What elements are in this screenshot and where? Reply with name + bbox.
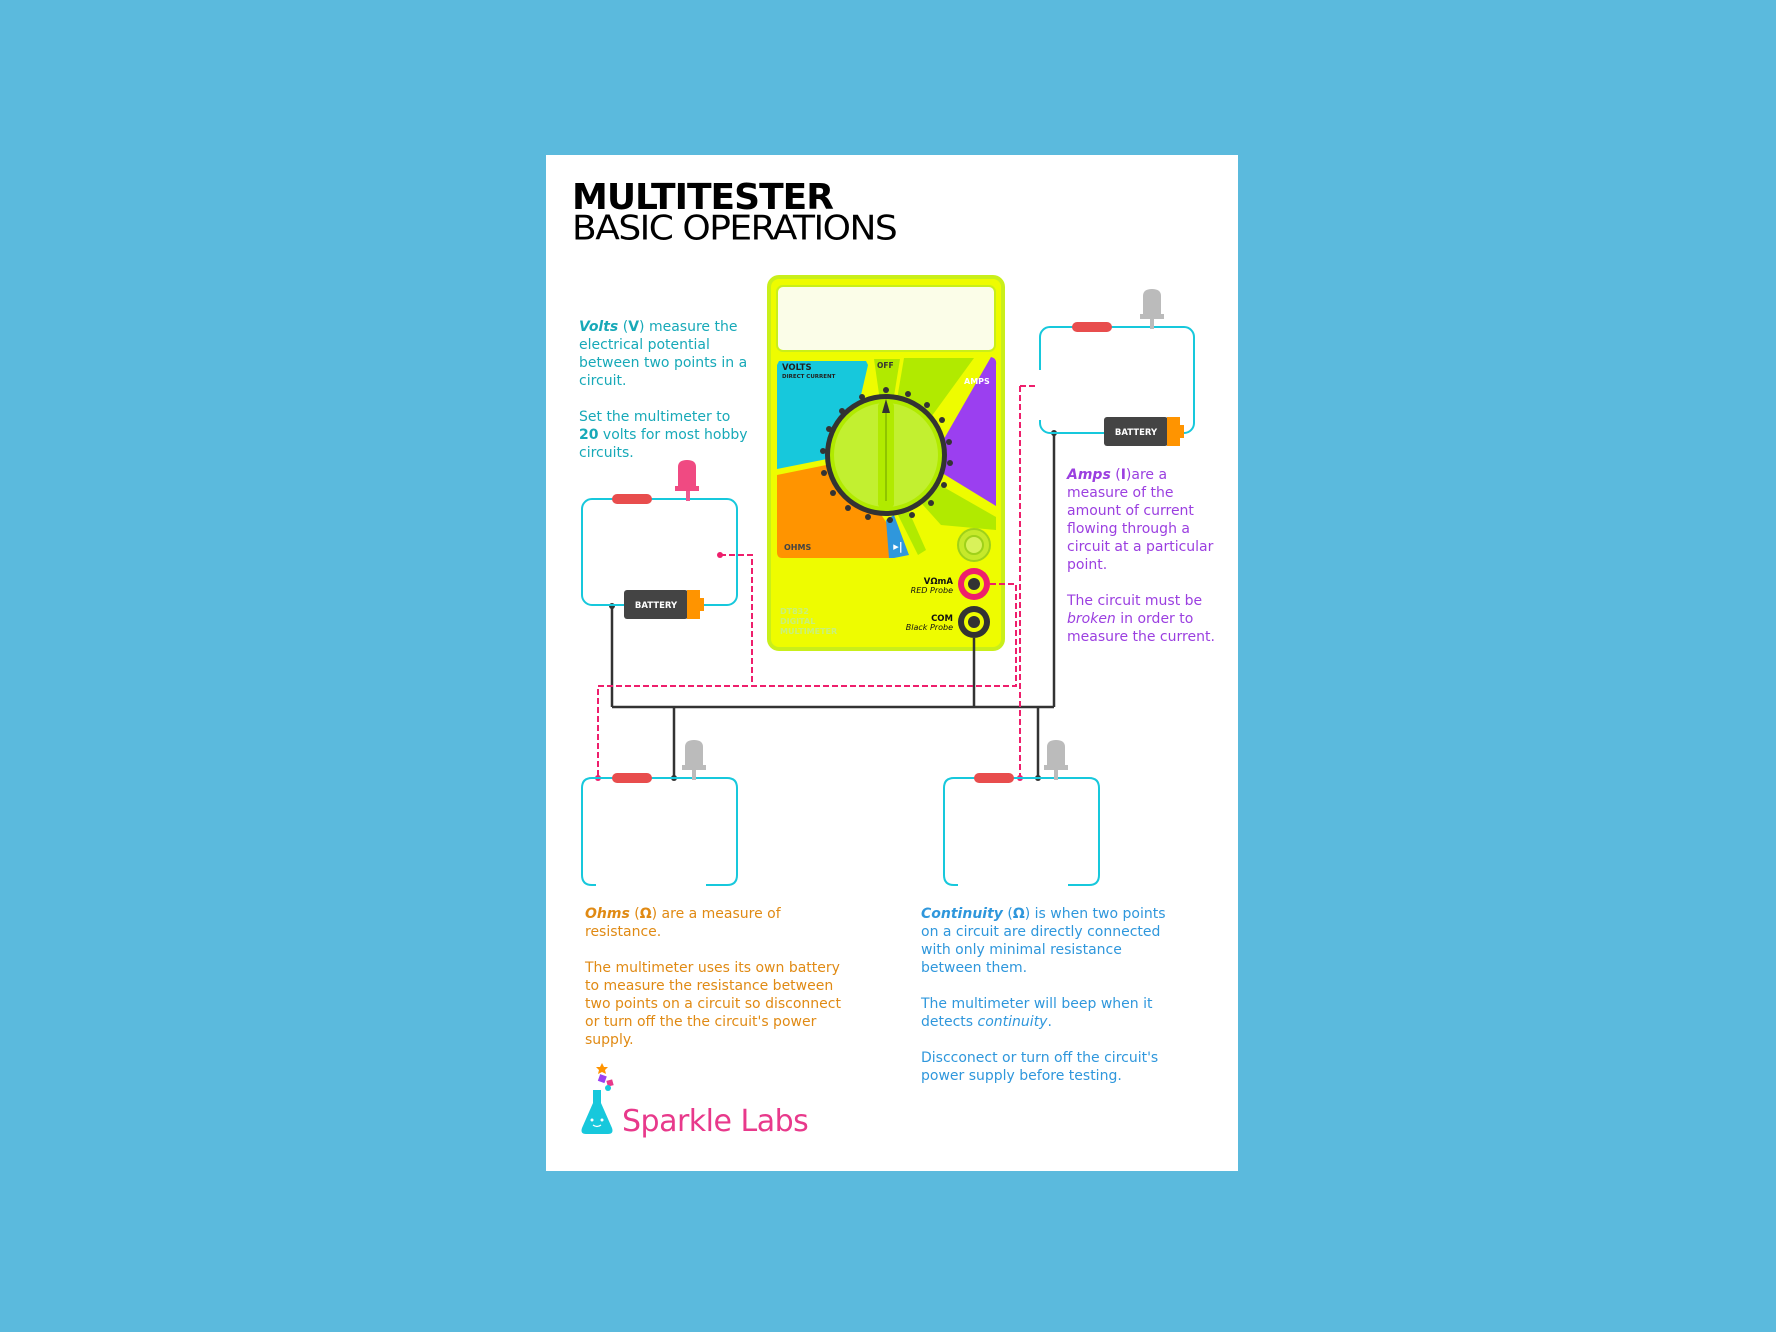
amps-tip-em: broken [1067, 611, 1116, 627]
battery-label: BATTERY [1114, 428, 1158, 438]
volts-desc: measure the electrical potential between two points in a circuit. [579, 319, 748, 389]
resistor [1072, 322, 1112, 332]
direct-current-label: DIRECT CURRENT [782, 374, 836, 380]
continuity-symbol: Ω [1012, 906, 1025, 922]
led-gray [682, 740, 706, 780]
continuity-description: Continuity (Ω) is when two points on a circuit are directly connected with only minimal resistance between them. The multimeter will beep when it detects continuity. Discconect or turn off the circuit's power supply before testing. [921, 905, 1186, 1103]
diode-symbol: ▸| [893, 540, 903, 553]
model-label-2: DIGITAL [780, 617, 816, 626]
flask-logo-icon [582, 1063, 614, 1134]
ohms-desc: are a measure of resistance. [585, 906, 781, 940]
amps-tip-post: in order to measure the current. [1067, 611, 1215, 645]
ohms-description: Ohms (Ω) are a measure of resistance. The multimeter uses its own battery to measure the resistance between two points on a circuit so disconnect or turn off the the circuit's power supply. [585, 905, 855, 1067]
led-gray [1044, 740, 1068, 780]
amps-term: Amps [1067, 467, 1111, 483]
ohms-zone-label: OHMS [784, 543, 812, 552]
volts-symbol: V [628, 319, 640, 335]
red-jack-label: VΩmA [923, 577, 953, 587]
volts-zone-label: VOLTS [782, 363, 812, 373]
continuity-desc: is when two points on a circuit are directly connected with only minimal resistance between them. [921, 906, 1166, 976]
com-jack-label: COM [931, 614, 953, 624]
continuity-term: Continuity [921, 906, 1003, 922]
battery [1104, 417, 1184, 446]
amps-desc: are a measure of the amount of current flowing through a circuit at a particular point. [1067, 467, 1214, 573]
resistor [612, 494, 652, 504]
continuity-tip1-em: continuity [977, 1014, 1048, 1030]
resistor [612, 773, 652, 783]
amps-description: Amps (I)are a measure of the amount of current flowing through a circuit at a particular point. The circuit must be broken in order to measure the current. [1067, 467, 1215, 645]
continuity-circuit [944, 740, 1099, 885]
volts-tip-post: volts for most hobby circuits. [579, 427, 748, 461]
amps-zone-label: AMPS [964, 377, 990, 386]
volts-circuit [582, 460, 737, 619]
battery-label: BATTERY [634, 601, 678, 611]
led-gray [1140, 289, 1164, 329]
red-probe-label: RED Probe [910, 586, 953, 595]
resistor [974, 773, 1014, 783]
continuity-tip1-post: . [1047, 1014, 1052, 1030]
ohms-tip: The multimeter uses its own battery to measure the resistance between two points on a circuit so disconnect or turn off the the circuit's power supply. [585, 960, 841, 1048]
off-label: OFF [877, 361, 894, 370]
model-label-3: MULTIMETER [780, 627, 838, 636]
black-probe-label: Black Probe [905, 623, 953, 632]
continuity-tip2: Discconect or turn off the circuit's power supply before testing. [921, 1050, 1159, 1084]
model-label-1: DT832 [780, 607, 809, 616]
page-title: MULTITESTER [572, 177, 833, 218]
volts-tip-pre: Set the multimeter to [579, 409, 731, 425]
meter-display [777, 286, 995, 351]
volts-tip-value: 20 [579, 427, 599, 443]
volts-description: Volts (V) measure the electrical potential between two points in a circuit. Set the multimeter to 20 volts for most hobby circuits. [579, 319, 748, 461]
continuity-tip1-pre: The multimeter will beep when it detects [921, 996, 1153, 1030]
poster [546, 155, 1238, 1171]
page-subtitle: BASIC OPERATIONS [572, 209, 897, 249]
amps-tip-pre: The circuit must be [1067, 593, 1203, 609]
sparkle-labs-logo: Sparkle Labs [622, 1104, 809, 1139]
amps-symbol: I [1120, 467, 1126, 483]
ohms-circuit [582, 740, 737, 885]
multimeter [769, 277, 1003, 649]
amps-circuit [1036, 289, 1194, 446]
volts-term: Volts [579, 319, 619, 335]
battery [624, 590, 704, 619]
ohms-term: Ohms [585, 906, 630, 922]
ohms-symbol: Ω [639, 906, 652, 922]
